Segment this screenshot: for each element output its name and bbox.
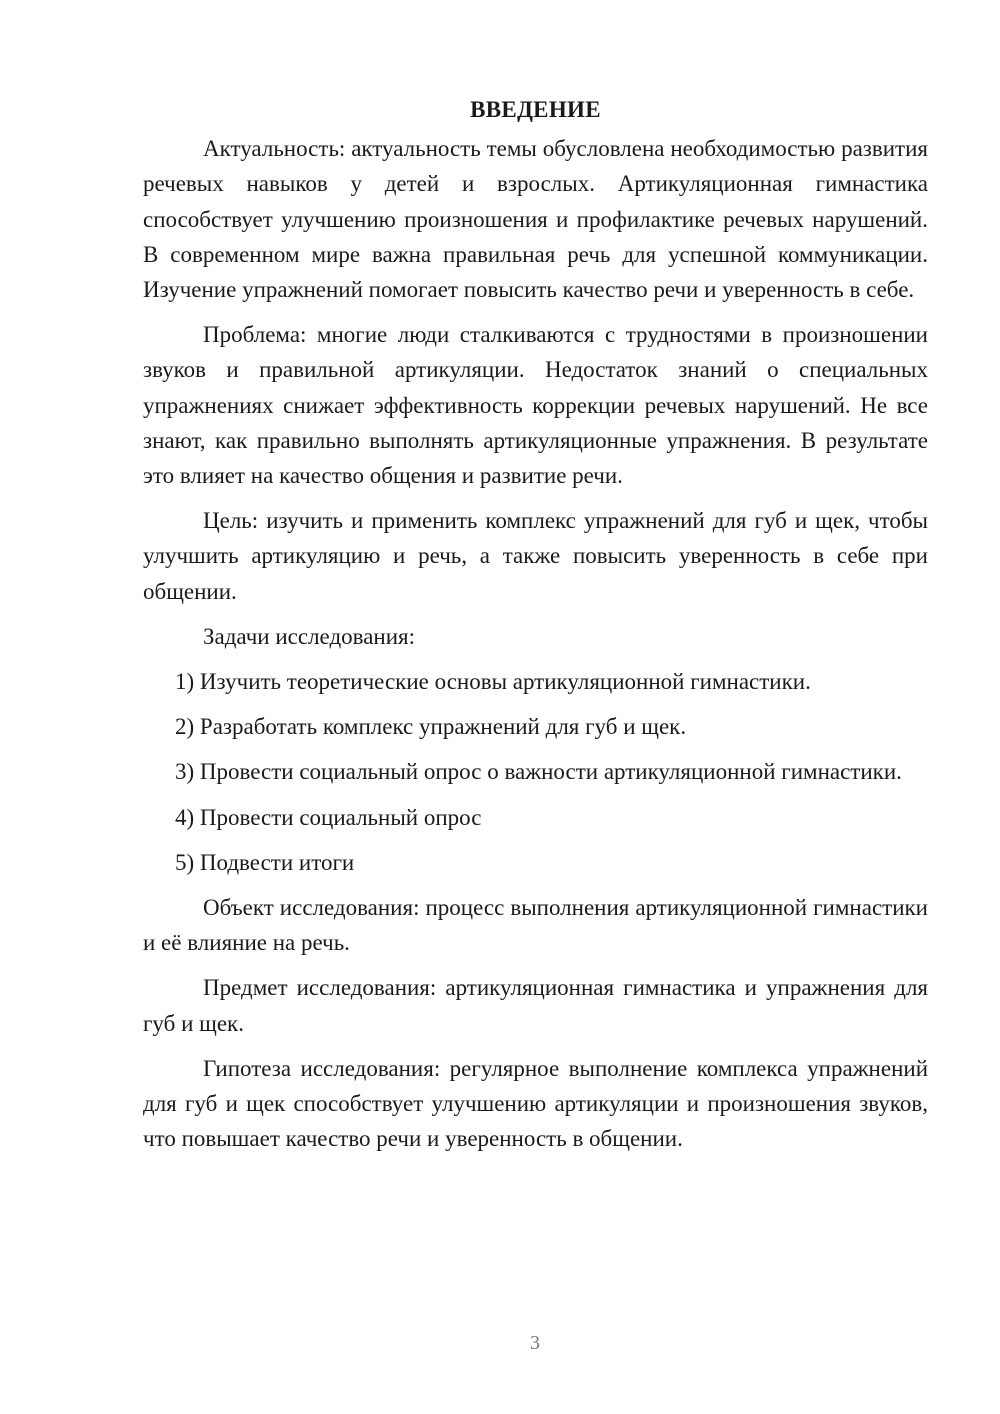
tasks-heading: Задачи исследования: (203, 623, 416, 649)
goal-paragraph: Цель: изучить и применить комплекс упражнений для губ и щек, чтобы улучшить артикуляцию и речь, а также повысить уверенность в себе при общении. (143, 508, 928, 604)
page-content (143, 92, 928, 1166)
hypothesis-paragraph: Гипотеза исследования: регулярное выполнение комплекса упражнений для губ и щек способствует улучшению артикуляции и произношения звуков, что повышает качество речи и уверенность в общении. (143, 1055, 928, 1152)
task-item-3: 3) Провести социальный опрос о важности артикуляционной гимнастики. (175, 759, 902, 785)
subject-paragraph: Предмет исследования: артикуляционная гимнастика и упражнения для губ и щек. (143, 975, 928, 1036)
section-heading: ВВЕДЕНИЕ (470, 97, 601, 122)
task-item-4: 4) Провести социальный опрос (175, 804, 482, 830)
page-number: 3 (530, 1332, 540, 1354)
task-item-5: 5) Подвести итоги (175, 849, 355, 875)
problem-paragraph: Проблема: многие люди сталкиваются с трудностями в произношении звуков и правильной артикуляции. Недостаток знаний о специальных упражнениях снижает эффективность коррекции речевых нарушений. Не все знают, как правильно выполнять артикуляционные упражнения. В результате это влияет на качество общения и развитие речи. (143, 322, 928, 489)
object-paragraph: Объект исследования: процесс выполнения артикуляционной гимнастики и её влияние на речь. (143, 895, 928, 956)
relevance-paragraph: Актуальность: актуальность темы обусловлена необходимостью развития речевых навыков у детей и взрослых. Артикуляционная гимнастика способствует улучшению произношения и профилактике речевых нарушений. В современном мире важна правильная речь для успешной коммуникации. Изучение упражнений помогает повысить качество речи и уверенность в себе. (143, 136, 928, 303)
task-item-1: 1) Изучить теоретические основы артикуляционной гимнастики. (175, 669, 811, 695)
task-item-2: 2) Разработать комплекс упражнений для губ и щек. (175, 714, 687, 740)
